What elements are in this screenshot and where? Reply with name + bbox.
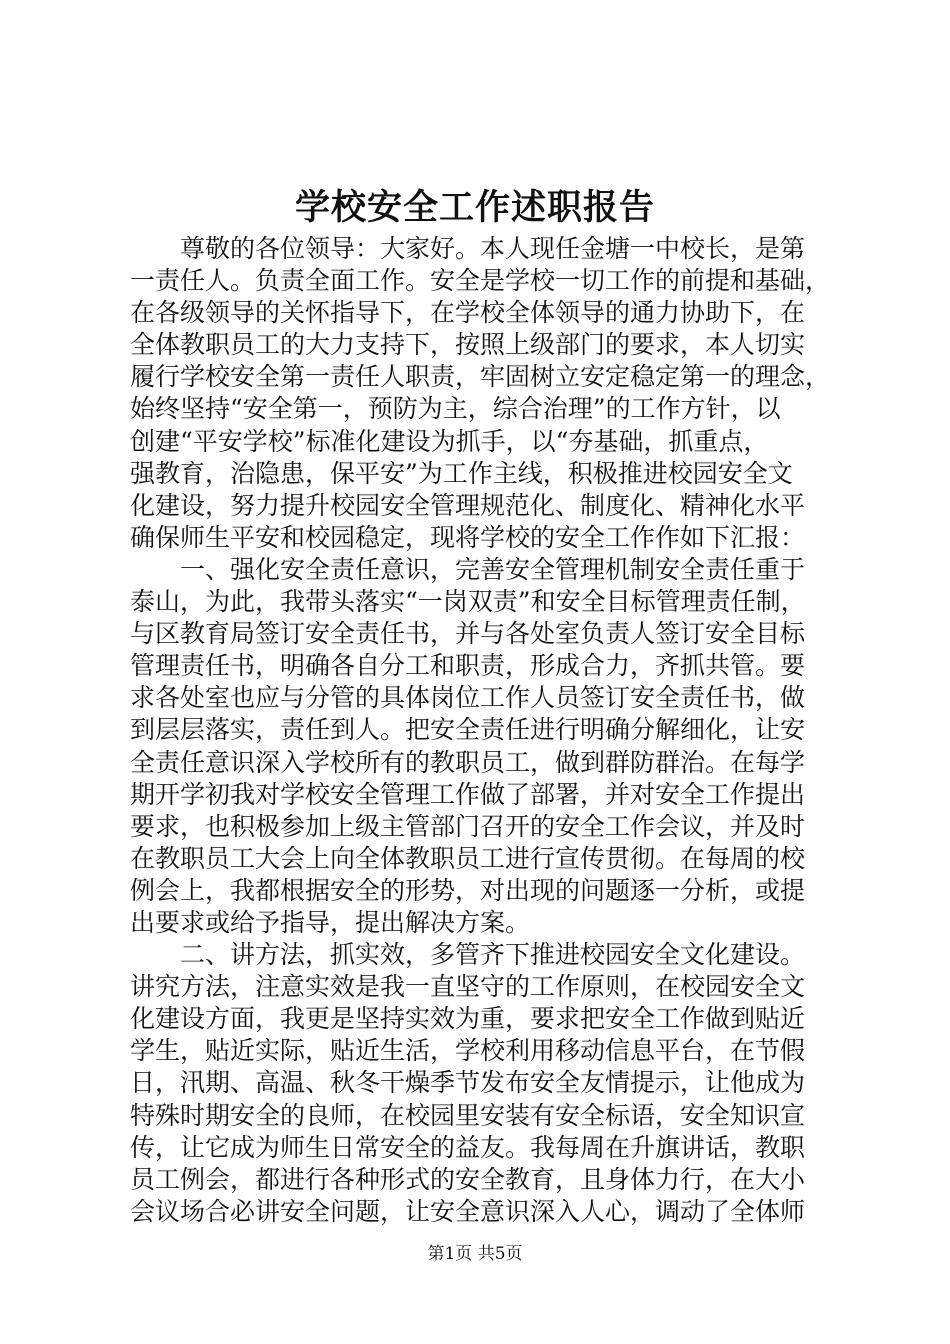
body-line: 例会上，我都根据安全的形势，对出现的问题逐一分析，或提 xyxy=(130,875,806,905)
body-line: 讲究方法，注意实效是我一直坚守的工作原则，在校园安全文 xyxy=(130,972,806,1002)
document-body xyxy=(130,233,830,1228)
body-line: 特殊时期安全的良师，在校园里安装有安全标语，安全知识宣 xyxy=(130,1100,806,1130)
body-line: 在教职员工大会上向全体教职员工进行宣传贯彻。在每周的校 xyxy=(130,843,806,873)
body-line: 一、强化安全责任意识，完善安全管理机制安全责任重于 xyxy=(130,554,806,584)
body-line: 始终坚持“安全第一，预防为主，综合治理”的工作方针，以 xyxy=(130,394,781,424)
body-line: 会议场合必讲安全问题，让安全意识深入人心，调动了全体师 xyxy=(130,1196,806,1226)
body-line: 化建设方面，我更是坚持实效为重，要求把安全工作做到贴近 xyxy=(130,1004,806,1034)
body-line: 与区教育局签订安全责任书，并与各处室负责人签订安全目标 xyxy=(130,619,806,649)
body-line: 员工例会，都进行各种形式的安全教育，且身体力行，在大小 xyxy=(130,1164,806,1194)
body-line: 传，让它成为师生日常安全的益友。我每周在升旗讲话，教职 xyxy=(130,1132,806,1162)
body-line: 管理责任书，明确各自分工和职责，形成合力，齐抓共管。要 xyxy=(130,651,806,681)
body-line: 学生，贴近实际，贴近生活，学校利用移动信息平台，在节假 xyxy=(130,1036,806,1066)
body-line: 全责任意识深入学校所有的教职员工，做到群防群治。在每学 xyxy=(130,747,806,777)
body-line: 求各处室也应与分管的具体岗位工作人员签订安全责任书，做 xyxy=(130,683,806,713)
body-line: 出要求或给予指导，提出解决方案。 xyxy=(130,907,531,937)
body-line: 要求，也积极参加上级主管部门召开的安全工作会议，并及时 xyxy=(130,811,806,841)
body-line: 尊敬的各位领导：大家好。本人现任金塘一中校长，是第 xyxy=(130,234,806,263)
body-line: 二、讲方法，抓实效，多管齐下推进校园安全文化建设。 xyxy=(130,940,806,970)
body-line: 期开学初我对学校安全管理工作做了部署，并对安全工作提出 xyxy=(130,779,806,809)
body-line: 全体教职员工的大力支持下，按照上级部门的要求，本人切实 xyxy=(130,330,806,360)
body-line: 创建“平安学校”标准化建设为抓手，以“夯基础，抓重点， xyxy=(130,426,769,456)
page-number-footer: 第1页 共5页 xyxy=(427,1244,523,1264)
body-line: 化建设，努力提升校园安全管理规范化、制度化、精神化水平 xyxy=(130,490,806,520)
body-line: 一责任人。负责全面工作。安全是学校一切工作的前提和基础， xyxy=(130,266,830,296)
body-line: 日，汛期、高温、秋冬干燥季节发布安全友情提示，让他成为 xyxy=(130,1068,806,1098)
body-line: 确保师生平安和校园稳定，现将学校的安全工作作如下汇报： xyxy=(130,522,806,552)
body-line: 泰山，为此，我带头落实“一岗双责”和安全目标管理责任制， xyxy=(130,587,806,617)
body-line: 履行学校安全第一责任人职责，牢固树立安定稳定第一的理念， xyxy=(130,362,830,392)
body-line: 到层层落实，责任到人。把安全责任进行明确分解细化，让安 xyxy=(130,715,806,745)
body-line: 强教育，治隐患，保平安”为工作主线，积极推进校园安全文 xyxy=(130,458,793,488)
body-line: 在各级领导的关怀指导下，在学校全体领导的通力协助下，在 xyxy=(130,298,806,328)
document-title: 学校安全工作述职报告 xyxy=(294,187,655,228)
